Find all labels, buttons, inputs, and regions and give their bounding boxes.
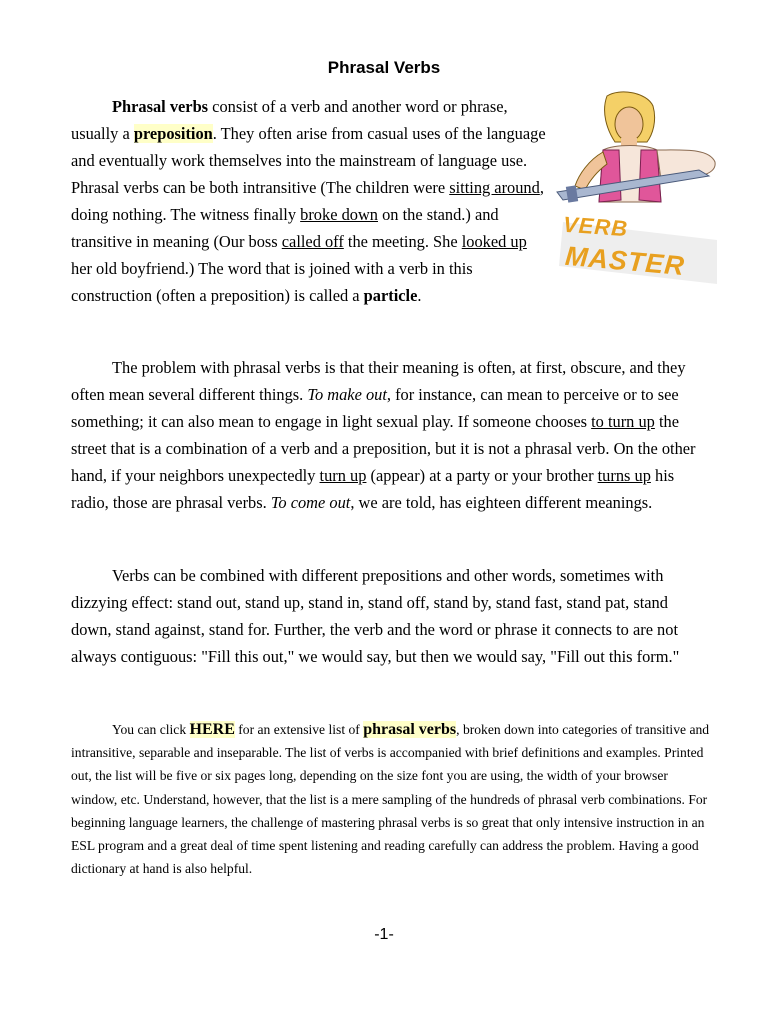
example-turns-up: turns up [597, 466, 651, 485]
paragraph-meaning [71, 354, 701, 516]
text-span: the meeting. She [343, 232, 462, 251]
example-called-off: called off [281, 232, 344, 251]
term-phrasal-verbs: Phrasal verbs [112, 97, 209, 116]
example-looked-up: looked up [461, 232, 527, 251]
text-span: , doing nothing. The witness finally [71, 178, 544, 224]
paragraph-list-link [71, 718, 711, 880]
text-span: for an extensive list of [234, 722, 364, 737]
term-particle: particle [363, 286, 418, 305]
example-turn-up: turn up [319, 466, 367, 485]
logo-text-verb: VERB [562, 211, 629, 242]
text-span: his radio, those are phrasal verbs. [71, 466, 675, 512]
text-span: . [417, 286, 422, 305]
example-to-come-out: To come out [270, 493, 351, 512]
example-to-turn-up: to turn up [591, 412, 655, 431]
text-span: , for instance, can mean to perceive or to see something; it can also mean to engage in light sexual play. If someone chooses [71, 385, 679, 431]
here-link[interactable]: HERE [189, 721, 235, 738]
page-title: Phrasal Verbs [327, 58, 441, 77]
logo-text-master: MASTER [563, 240, 687, 282]
text-span: You can click [112, 722, 190, 737]
example-broke-down: broke down [300, 205, 378, 224]
text-span: (appear) at a party or your brother [366, 466, 598, 485]
text-span: The problem with phrasal verbs is that their meaning is often, at first, obscure, and they often mean several different things. [71, 358, 686, 404]
text-span: , broken down into categories of transitive and intransitive, separable and inseparable. The list of verbs is accompanied with brief definitions and examples. Printed out, the list will be five or six pages long, depending on the size font you are using, the width of your browser window, etc. Understand, however, that the list is a mere sampling of the hundreds of phrasal verb combinations. For beginning language learners, the challenge of mastering phrasal verbs is so great that only intensive instruction in an ESL program and a great deal of time spent listening and reading carefully can address the problem. Having a good dictionary at hand is also helpful. [71, 722, 710, 877]
text-span: , we are told, has eighteen different meanings. [350, 493, 653, 512]
example-to-make-out: To make out [307, 385, 387, 404]
example-sitting-around: sitting around [449, 178, 540, 197]
paragraph-combinations: Verbs can be combined with different prepositions and other words, sometimes with dizzying effect: stand out, stand up, stand in, stand off, stand by, stand fast, stand pat, stand down, stand against, stand for. Further, the verb and the word or phrase it connects to are not always contiguous: "Fill this out," we would say, but then we would say, "Fill out this form." [71, 566, 680, 666]
page-number: -1- [374, 926, 394, 943]
verb-master-illustration [549, 90, 721, 286]
text-span: her old boyfriend.) The word that is joined with a verb in this construction (often a preposition) is called a [71, 259, 473, 305]
highlight-preposition: preposition [133, 124, 213, 143]
highlight-phrasal-verbs: phrasal verbs [363, 721, 457, 738]
text-span: . They often arise from casual uses of the language and eventually work themselves into the mainstream of language use. Phrasal verbs can be both intransitive (The children were [71, 124, 546, 197]
text-span: the street that is a combination of a verb and a preposition, but it is not a phrasal verb. On the other hand, if your neighbors unexpectedly [71, 412, 696, 485]
text-span: consist of a verb and another word or phrase, usually a [71, 97, 508, 143]
text-span: on the stand.) and transitive in meaning (Our boss [71, 205, 499, 251]
paragraph-intro [71, 93, 547, 309]
